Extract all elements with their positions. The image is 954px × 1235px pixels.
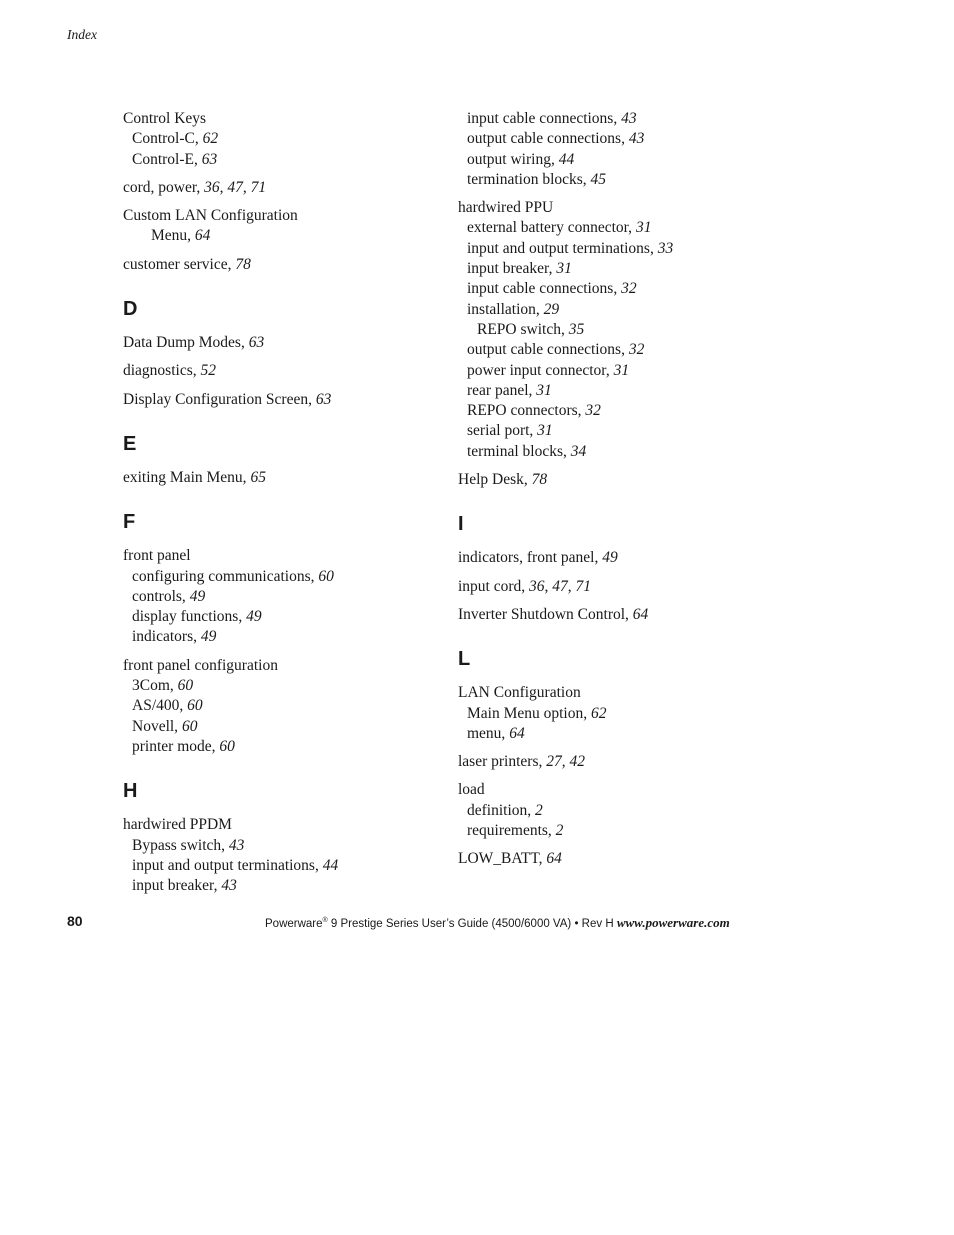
page-reference: 31 (537, 422, 553, 440)
footer-brand: Powerware (265, 918, 323, 930)
index-subterm (458, 704, 778, 724)
index-subterm (458, 109, 778, 129)
index-term-text: printer mode, (132, 737, 220, 755)
index-term (123, 390, 443, 410)
index-term-text: Novell, (132, 717, 182, 735)
index-term-text: indicators, front panel, (458, 549, 603, 567)
index-term-text: Display Configuration Screen, (123, 390, 316, 408)
page-number: 80 (67, 913, 83, 929)
index-term (458, 605, 778, 625)
index-entry (123, 656, 443, 757)
index-term (123, 109, 443, 129)
index-term-text: input and output terminations, (467, 239, 658, 257)
index-subterm (458, 300, 778, 320)
page-reference: 60 (318, 567, 334, 585)
page-reference: 64 (632, 605, 649, 623)
index-subterm (458, 170, 778, 190)
page-reference: 44 (558, 150, 575, 168)
index-entry (458, 109, 778, 190)
index-term-text: Main Menu option, (467, 704, 591, 722)
index-subterm (458, 259, 778, 279)
index-subterm (458, 361, 778, 381)
index-entry (458, 849, 778, 869)
index-entry (123, 255, 443, 275)
page-reference: 49 (200, 628, 217, 646)
index-entry (123, 390, 443, 410)
page-reference: 62 (202, 130, 219, 148)
footer-document-title (265, 915, 730, 931)
index-term (123, 468, 443, 488)
page-reference: 49 (602, 549, 618, 567)
page-reference: 49 (246, 608, 262, 626)
index-term-text: Help Desk, (458, 471, 532, 489)
index-term (123, 333, 443, 353)
index-subterm (458, 442, 778, 462)
index-term (458, 849, 778, 869)
page-reference: 60 (219, 737, 235, 755)
page-reference: 33 (657, 239, 674, 257)
index-letter-heading: I (458, 513, 464, 536)
index-term-text: termination blocks, (467, 170, 591, 188)
index-subterm (458, 239, 778, 259)
page-reference: 64 (546, 850, 562, 868)
index-column-right (458, 109, 778, 878)
page-reference: 43 (628, 130, 645, 148)
index-term-text: output cable connections, (467, 341, 629, 359)
index-entry (458, 470, 778, 490)
footer-revision: Rev H (581, 918, 617, 930)
index-term-text: LOW_BATT, (458, 850, 547, 868)
index-term-text: front panel configuration (123, 656, 278, 674)
index-entry (123, 333, 443, 353)
index-term (123, 656, 443, 676)
index-subterm (123, 836, 443, 856)
page-reference: 36 (204, 178, 220, 196)
page-reference: 32 (585, 402, 601, 420)
index-term-text: REPO connectors, (467, 402, 586, 420)
page-reference: 29 (543, 300, 560, 318)
page-reference: 52 (200, 362, 216, 380)
index-term-text: terminal blocks, (467, 442, 571, 460)
index-subterm (458, 421, 778, 441)
index-term-text: hardwired PPU (458, 199, 554, 217)
index-term-text: input and output terminations, (132, 856, 323, 874)
index-term-text: input cord, (458, 577, 530, 595)
index-term-text: input cable connections, (467, 280, 622, 298)
registered-mark: ® (322, 917, 328, 925)
index-term-text: diagnostics, (123, 362, 201, 380)
index-entry (123, 546, 443, 647)
index-term-text: laser printers, (458, 753, 547, 771)
index-term-text: indicators, (132, 628, 201, 646)
index-subterm (123, 876, 443, 896)
index-subterm (458, 218, 778, 238)
index-term-text: output cable connections, (467, 130, 629, 148)
index-entry (123, 206, 443, 247)
index-term (123, 815, 443, 835)
index-term-text: rear panel, (467, 381, 537, 399)
index-subterm (123, 627, 443, 647)
index-entry (458, 752, 778, 772)
index-subterm (123, 587, 443, 607)
index-entry (458, 780, 778, 841)
index-term-text: LAN Configuration (458, 684, 581, 702)
page-reference: 64 (194, 227, 211, 245)
index-term-text: customer service, (123, 255, 236, 273)
index-subterm (123, 567, 443, 587)
index-entry (123, 109, 443, 170)
page-reference: 43 (221, 877, 237, 895)
index-entry (458, 683, 778, 744)
index-subterm (123, 129, 443, 149)
index-subterm (458, 340, 778, 360)
index-term-text: input breaker, (467, 260, 557, 278)
page-reference: 78 (531, 471, 548, 489)
index-term (123, 206, 443, 226)
index-entry (123, 468, 443, 488)
page-reference: 32 (628, 341, 645, 359)
index-term-text: 3Com, (132, 677, 178, 695)
page-reference: 36 (529, 577, 545, 595)
index-term (123, 361, 443, 381)
index-term-text: Menu, (151, 227, 195, 245)
page-reference: 42 (569, 753, 585, 771)
index-letter-heading: D (123, 298, 138, 321)
index-term (458, 198, 778, 218)
index-term-text: controls, (132, 587, 190, 605)
page-reference: 2 (535, 801, 543, 819)
page-footer (0, 913, 954, 933)
index-term-text: hardwired PPDM (123, 816, 232, 834)
page-reference: 64 (509, 724, 525, 742)
index-term (123, 255, 443, 275)
index-term-text: display functions, (132, 608, 247, 626)
index-subterm (123, 856, 443, 876)
page-reference: 31 (556, 260, 572, 278)
index-entry (123, 178, 443, 198)
index-term-text: front panel (123, 547, 191, 565)
page-reference: 71 (250, 178, 267, 196)
index-entry (458, 605, 778, 625)
index-term-text: power input connector, (467, 361, 614, 379)
index-subterm (458, 724, 778, 744)
index-entry (123, 361, 443, 381)
index-subterm (123, 150, 443, 170)
index-term (458, 780, 778, 800)
page-reference: 47 (552, 577, 568, 595)
index-entry (123, 815, 443, 896)
footer-bullet: • (571, 918, 582, 930)
page-reference: 60 (187, 697, 203, 715)
page-reference: 45 (590, 170, 607, 188)
index-term-text: Bypass switch, (132, 836, 229, 854)
page-reference: 71 (575, 577, 592, 595)
index-letter-heading: F (123, 511, 136, 534)
index-subterm (123, 717, 443, 737)
page-reference: 27 (546, 753, 562, 771)
index-subterm (123, 737, 443, 757)
index-subterm (123, 226, 443, 246)
index-term-text: exiting Main Menu, (123, 468, 251, 486)
page-reference: 32 (621, 280, 637, 298)
index-subterm (458, 129, 778, 149)
index-term (123, 546, 443, 566)
index-term-text: REPO switch, (477, 320, 569, 338)
index-term-text: serial port, (467, 422, 538, 440)
index-term-text: output wiring, (467, 150, 559, 168)
page-reference: 63 (201, 150, 218, 168)
index-term (458, 470, 778, 490)
index-subterm (458, 279, 778, 299)
page-reference: 31 (613, 361, 630, 379)
index-term-text: external battery connector, (467, 219, 636, 237)
page-reference: 43 (228, 836, 245, 854)
index-term-text: Control Keys (123, 110, 207, 127)
page-reference: 60 (181, 717, 198, 735)
index-term (458, 683, 778, 703)
page-reference: 31 (635, 219, 652, 237)
footer-website: www.powerware.com (616, 915, 730, 930)
index-term: input cord, 36, 47, 71 (458, 577, 592, 595)
index-entry (458, 548, 778, 568)
page-reference: 65 (250, 468, 266, 486)
index-letter-heading: E (123, 432, 137, 455)
page-reference: 62 (591, 704, 607, 722)
index-subterm (458, 801, 778, 821)
index-term (458, 548, 778, 568)
page-reference: 2 (555, 822, 564, 840)
index-subterm (458, 401, 778, 421)
index-term-text: menu, (467, 724, 510, 742)
index-subterm (458, 320, 778, 340)
index-term-text: configuring communications, (132, 567, 319, 585)
index-entry (458, 577, 778, 597)
page-reference: 34 (570, 442, 587, 460)
index-term-text: Control-C, (132, 130, 203, 148)
page-reference: 44 (322, 856, 339, 874)
index-term-text: installation, (467, 300, 544, 318)
index-letter-heading: H (123, 780, 138, 803)
index-term-text: definition, (467, 801, 536, 819)
index-term: cord, power, 36, 47, 71 (123, 178, 267, 196)
index-term-text: Control-E, (132, 150, 202, 168)
footer-title: 9 Prestige Series User’s Guide (4500/6000 VA) (327, 918, 572, 930)
index-subterm (123, 676, 443, 696)
index-entry (458, 198, 778, 462)
index-term-text: Inverter Shutdown Control, (458, 605, 633, 623)
page-reference: 63 (248, 334, 265, 352)
index-term-text: input cable connections, (467, 110, 622, 127)
index-subterm (458, 150, 778, 170)
index-term-text: AS/400, (132, 697, 188, 715)
index-subterm (458, 381, 778, 401)
index-column-left (123, 109, 443, 904)
index-term-text: cord, power, (123, 178, 205, 196)
index-term: laser printers, 27, 42 (458, 753, 585, 771)
index-term-text: requirements, (467, 822, 556, 840)
index-term-text: load (458, 781, 485, 799)
page-reference: 31 (536, 381, 552, 399)
index-letter-heading: L (458, 648, 471, 671)
index-term-text: input breaker, (132, 877, 222, 895)
running-head: Index (67, 27, 97, 42)
index-subterm (458, 821, 778, 841)
index-term-text: Data Dump Modes, (123, 334, 249, 352)
index-subterm (123, 696, 443, 716)
page-reference: 49 (189, 587, 206, 605)
page-reference: 47 (227, 178, 243, 196)
page-reference: 43 (621, 110, 637, 127)
page-reference: 60 (177, 677, 194, 695)
page-reference: 35 (568, 320, 585, 338)
page-reference: 78 (235, 255, 251, 273)
index-term-text: Custom LAN Configuration (123, 207, 298, 225)
page-reference: 63 (315, 390, 332, 408)
index-subterm (123, 607, 443, 627)
